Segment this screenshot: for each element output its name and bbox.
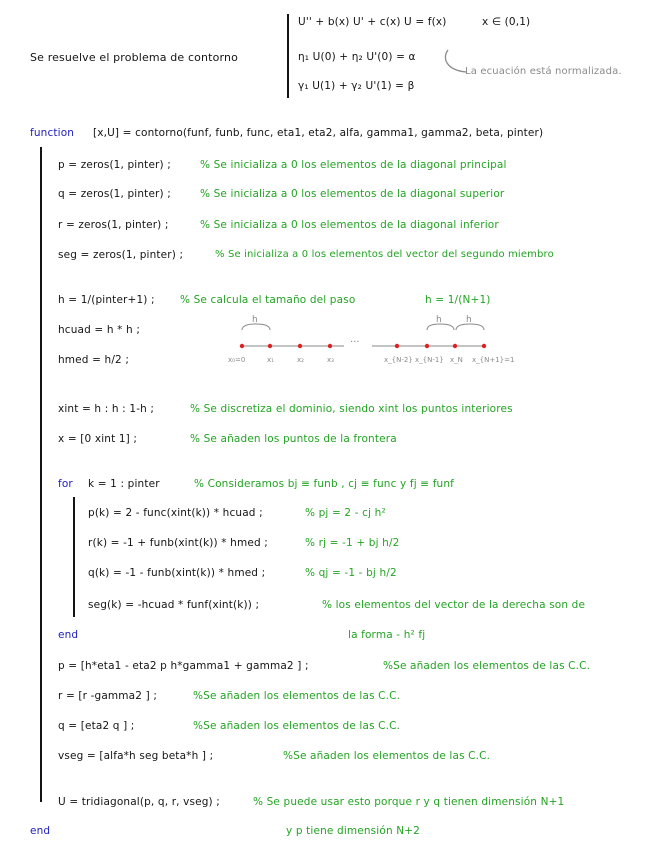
loop-seg-comment: % los elementos del vector de la derecha son de — [322, 599, 586, 611]
boundary-condition-left: η₁ U(0) + η₂ U'(0) = α — [298, 51, 416, 63]
label-x2: x₂ — [297, 356, 304, 364]
post-p-comment: %Se añaden los elementos de las C.C. — [383, 660, 591, 672]
label-x0: x₀=0 — [228, 356, 246, 364]
function-body-rule — [40, 147, 42, 802]
function-end-keyword: end — [30, 825, 51, 837]
boundary-condition-right: γ₁ U(1) + γ₂ U'(1) = β — [298, 80, 415, 92]
system-brace — [287, 14, 289, 98]
node-n+1 — [482, 344, 486, 348]
label-xn+1: x_{N+1}=1 — [472, 356, 515, 364]
step-h-code: h = 1/(pinter+1) ; — [58, 294, 155, 306]
h-label-right: h — [466, 315, 472, 325]
node-n — [453, 344, 457, 348]
for-keyword: for — [58, 478, 73, 490]
post-q-code: q = [eta2 q ] ; — [58, 720, 135, 732]
loop-seg-comment-cont: la forma - h² fj — [348, 629, 426, 641]
tridiagonal-comment-cont: y p tiene dimensión N+2 — [286, 825, 421, 837]
hmed-code: hmed = h/2 ; — [58, 354, 130, 366]
init-q-comment: % Se inicializa a 0 los elementos de la diagonal superior — [200, 188, 505, 200]
label-x3: x₃ — [327, 356, 334, 364]
post-q-comment: %Se añaden los elementos de las C.C. — [193, 720, 401, 732]
x-code: x = [0 xint 1] ; — [58, 433, 138, 445]
for-end-keyword: end — [58, 629, 79, 641]
step-h-formula: h = 1/(N+1) — [425, 294, 491, 306]
post-p-code: p = [h*eta1 - eta2 p h*gamma1 + gamma2 ] ; — [58, 660, 309, 672]
function-signature: [x,U] = contorno(funf, funb, func, eta1, eta2, alfa, gamma1, gamma2, beta, pinter) — [93, 127, 544, 139]
init-p-code: p = zeros(1, pinter) ; — [58, 159, 171, 171]
post-r-comment: %Se añaden los elementos de las C.C. — [193, 690, 401, 702]
init-r-code: r = zeros(1, pinter) ; — [58, 219, 169, 231]
grid-diagram — [222, 312, 522, 372]
h-label-mid: h — [436, 315, 442, 325]
x-comment: % Se añaden los puntos de la frontera — [190, 433, 397, 445]
function-keyword: function — [30, 127, 75, 139]
label-xn-1: x_{N-1} — [415, 356, 444, 364]
label-xn: x_N — [450, 356, 463, 364]
axis-dots: ... — [350, 334, 360, 345]
init-seg-code: seg = zeros(1, pinter) ; — [58, 249, 184, 261]
init-r-comment: % Se inicializa a 0 los elementos de la diagonal inferior — [200, 219, 499, 231]
problem-intro: Se resuelve el problema de contorno — [30, 51, 238, 64]
step-h-comment: % Se calcula el tamaño del paso — [180, 294, 356, 306]
ode-domain: x ∈ (0,1) — [482, 16, 531, 28]
xint-comment: % Se discretiza el dominio, siendo xint los puntos interiores — [190, 403, 513, 415]
hcuad-code: hcuad = h * h ; — [58, 324, 141, 336]
xint-code: xint = h : h : 1-h ; — [58, 403, 155, 415]
tridiagonal-call: U = tridiagonal(p, q, r, vseg) ; — [58, 796, 220, 808]
loop-r-code: r(k) = -1 + funb(xint(k)) * hmed ; — [88, 537, 268, 549]
loop-q-code: q(k) = -1 - funb(xint(k)) * hmed ; — [88, 567, 266, 579]
init-q-code: q = zeros(1, pinter) ; — [58, 188, 171, 200]
init-p-comment: % Se inicializa a 0 los elementos de la diagonal principal — [200, 159, 507, 171]
h-label-left: h — [252, 315, 258, 325]
loop-p-code: p(k) = 2 - func(xint(k)) * hcuad ; — [88, 507, 263, 519]
for-header-comment: % Consideramos bj ≡ funb , cj ≡ func y fj ≡ funf — [194, 478, 455, 490]
for-header: k = 1 : pinter — [88, 478, 160, 490]
init-seg-comment: % Se inicializa a 0 los elementos del vector del segundo miembro — [215, 249, 554, 260]
ode-equation: U'' + b(x) U' + c(x) U = f(x) — [298, 16, 447, 28]
normalized-note: La ecuación está normalizada. — [465, 66, 622, 77]
node-n-2 — [395, 344, 399, 348]
post-r-code: r = [r -gamma2 ] ; — [58, 690, 158, 702]
post-vseg-comment: %Se añaden los elementos de las C.C. — [283, 750, 491, 762]
loop-seg-code: seg(k) = -hcuad * funf(xint(k)) ; — [88, 599, 260, 611]
loop-p-comment: % pj = 2 - cj h² — [305, 507, 386, 519]
node-n-1 — [425, 344, 429, 348]
tridiagonal-comment: % Se puede usar esto porque r y q tienen dimensión N+1 — [253, 796, 565, 808]
node-0 — [240, 344, 244, 348]
node-2 — [298, 344, 302, 348]
node-1 — [268, 344, 272, 348]
label-x1: x₁ — [267, 356, 274, 364]
loop-body-rule — [73, 497, 75, 617]
node-3 — [328, 344, 332, 348]
loop-r-comment: % rj = -1 + bj h/2 — [305, 537, 400, 549]
loop-q-comment: % qj = -1 - bj h/2 — [305, 567, 397, 579]
post-vseg-code: vseg = [alfa*h seg beta*h ] ; — [58, 750, 214, 762]
label-xn-2: x_{N-2} — [384, 356, 413, 364]
